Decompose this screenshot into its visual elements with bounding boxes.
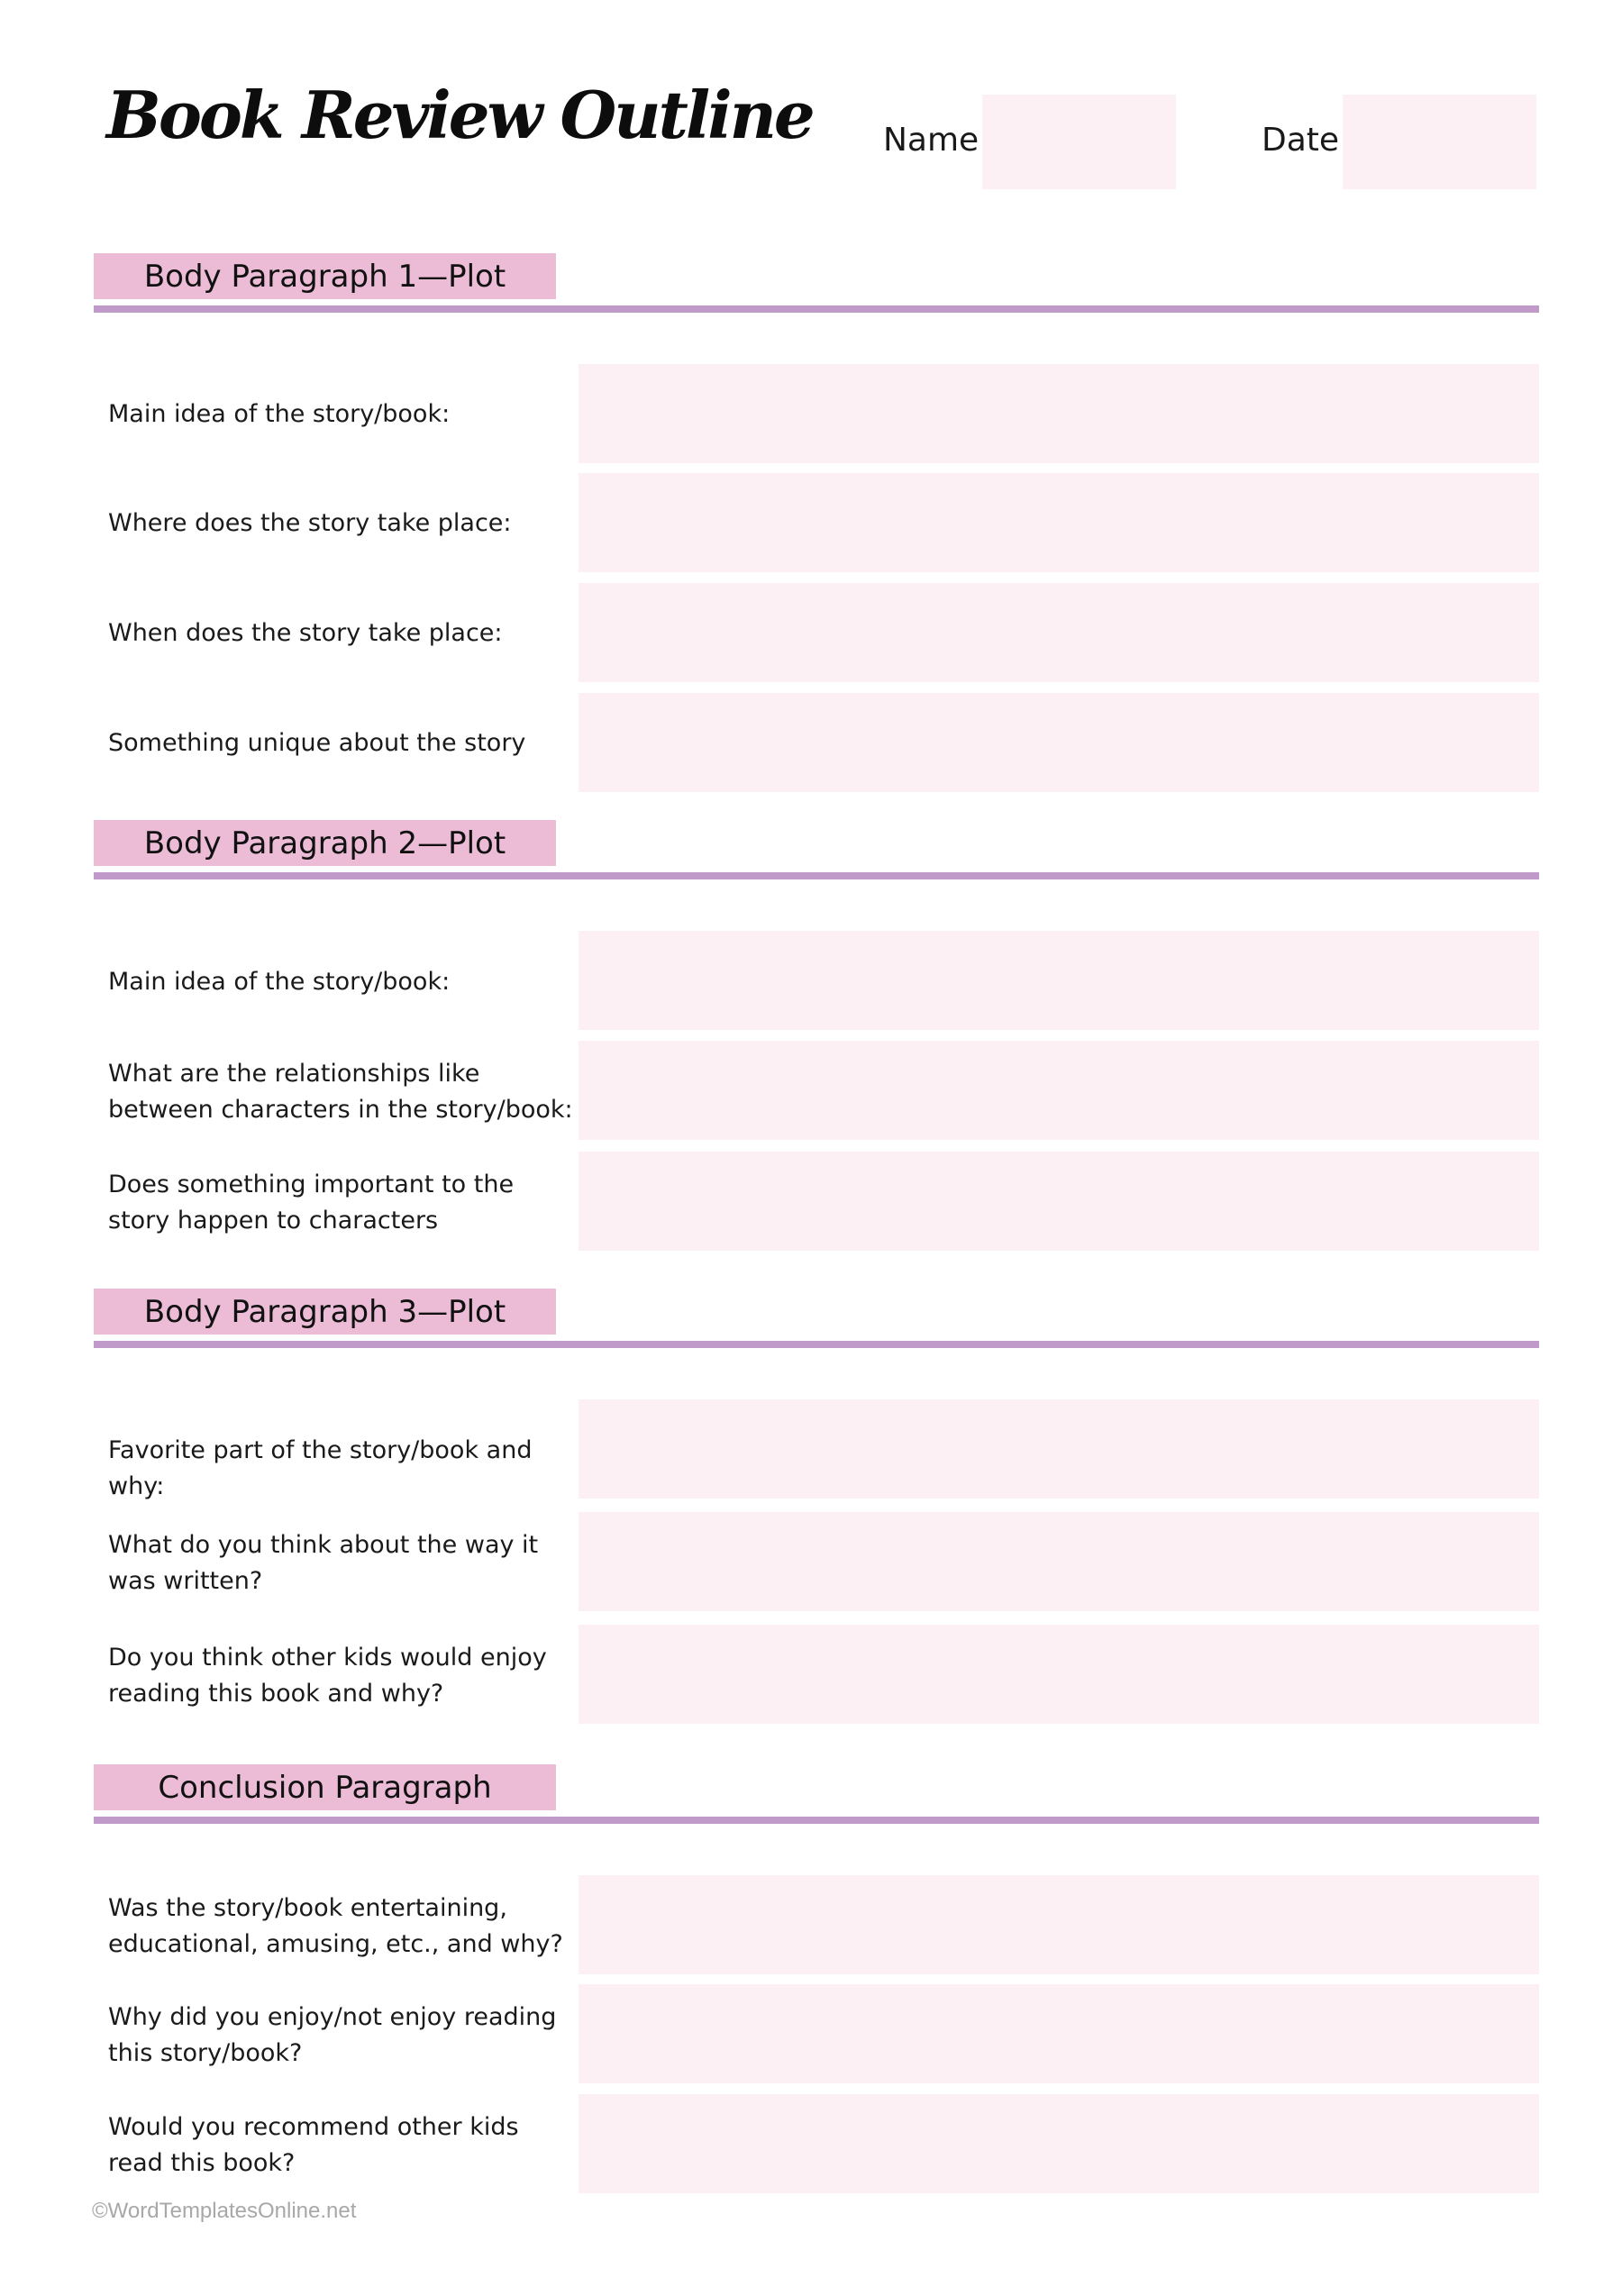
question-label: Main idea of the story/book:: [108, 400, 451, 428]
answer-field[interactable]: [579, 931, 1539, 1030]
question-label: Do you think other kids would enjoy reading this book and why?: [108, 1644, 547, 1708]
date-field[interactable]: [1343, 95, 1536, 189]
name-label: Name: [883, 122, 980, 159]
section-divider: [94, 305, 1539, 313]
section-heading: Conclusion Paragraph: [94, 1764, 556, 1810]
question-label: Was the story/book entertaining, educational, amusing, etc., and why?: [108, 1894, 563, 1958]
answer-field[interactable]: [579, 1984, 1539, 2083]
name-field[interactable]: [982, 95, 1176, 189]
answer-field[interactable]: [579, 1399, 1539, 1499]
answer-field[interactable]: [579, 1041, 1539, 1140]
section-divider: [94, 1341, 1539, 1348]
copyright-footer: ©WordTemplatesOnline.net: [92, 2199, 357, 2223]
section-heading: Body Paragraph 3—Plot: [94, 1289, 556, 1335]
question-label: Why did you enjoy/not enjoy reading this story/book?: [108, 2003, 557, 2067]
question-label: Where does the story take place:: [108, 509, 512, 537]
question-label: What are the relationships like between characters in the story/book:: [108, 1060, 573, 1124]
answer-field[interactable]: [579, 2094, 1539, 2193]
question-label: Main idea of the story/book:: [108, 968, 451, 996]
date-label: Date: [1262, 122, 1340, 159]
answer-field[interactable]: [579, 583, 1539, 682]
answer-field[interactable]: [579, 364, 1539, 463]
answer-field[interactable]: [579, 1625, 1539, 1724]
section-heading: Body Paragraph 1—Plot: [94, 253, 556, 299]
section-heading: Body Paragraph 2—Plot: [94, 820, 556, 866]
answer-field[interactable]: [579, 1152, 1539, 1251]
answer-field[interactable]: [579, 693, 1539, 792]
answer-field[interactable]: [579, 473, 1539, 572]
section-divider: [94, 872, 1539, 879]
page-title: Book Review Outline: [106, 77, 813, 153]
question-label: When does the story take place:: [108, 619, 503, 647]
question-label: What do you think about the way it was written?: [108, 1531, 539, 1595]
section-divider: [94, 1817, 1539, 1824]
answer-field[interactable]: [579, 1875, 1539, 1974]
question-label: Would you recommend other kids read this book?: [108, 2113, 519, 2177]
question-label: Favorite part of the story/book and why:: [108, 1436, 533, 1500]
question-label: Does something important to the story happen to characters: [108, 1171, 515, 1235]
question-label: Something unique about the story: [108, 729, 526, 757]
answer-field[interactable]: [579, 1512, 1539, 1611]
